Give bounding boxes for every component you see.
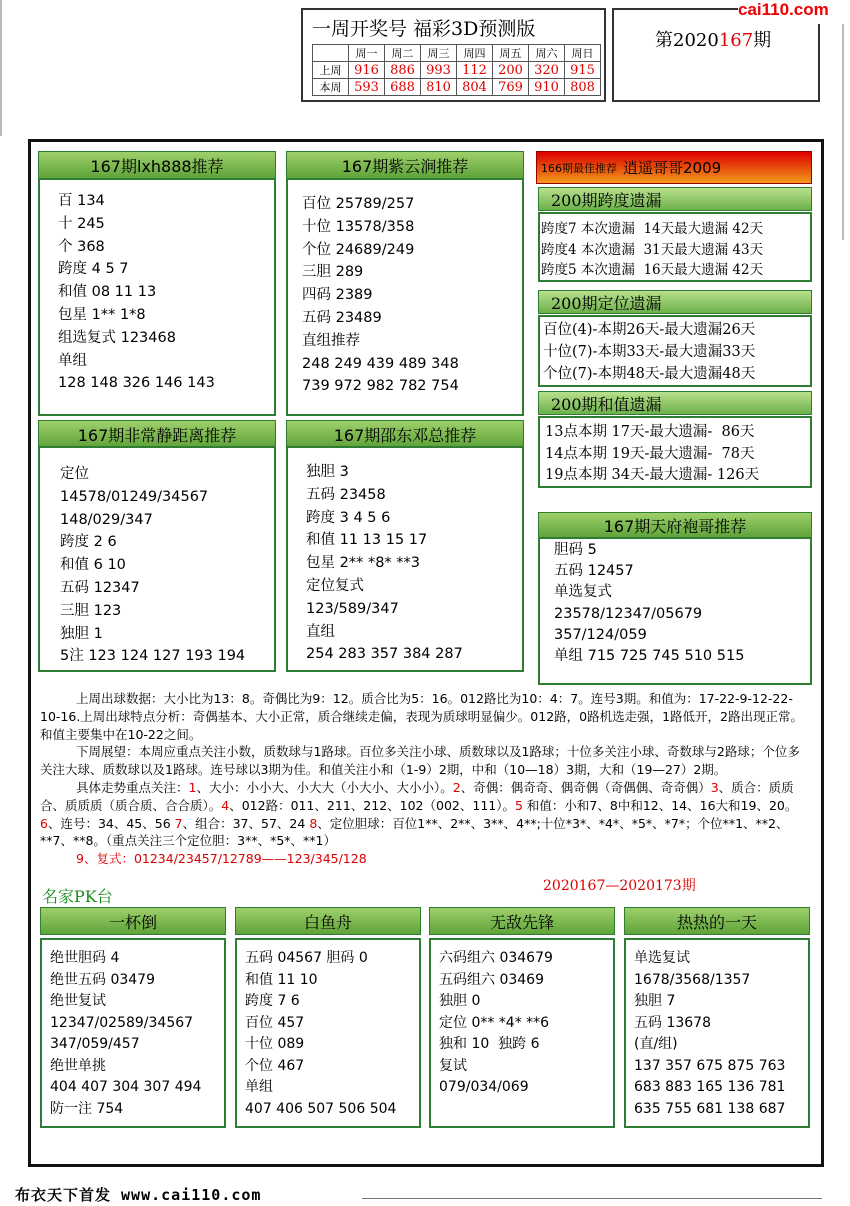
trend-item-text: 、012路：011、211、212、102（002、111）。 [229, 797, 515, 813]
text-line: 五码 23458 [306, 486, 386, 503]
analysis-text [40, 690, 810, 868]
draw-cell: 886 [385, 62, 421, 79]
panel-body [58, 190, 215, 395]
text-line: 独和 10 独跨 6 [439, 1036, 540, 1052]
text-line: 个位(7)-本期48天-最大遗漏48天 [543, 366, 756, 382]
pk-panel-yibeidao [40, 938, 226, 1128]
text-line: 百位(4)-本期26天-最大遗漏26天 [543, 322, 756, 338]
text-line: 定位 [60, 466, 89, 482]
text-line: 十位 089 [245, 1036, 305, 1052]
text-line: 739 972 982 782 754 [302, 378, 459, 395]
text-line: 和值 6 10 [60, 557, 126, 574]
day-cell: 周一 [349, 45, 385, 62]
text-line: 个位 467 [245, 1057, 305, 1074]
text-line: 定位 0** *4* **6 [439, 1014, 550, 1031]
text-line: 六码组六 034679 [439, 950, 553, 966]
footer-source: 布衣天下首发 www.cai110.com [15, 1186, 262, 1204]
text-line: 十位 13578/358 [302, 218, 415, 235]
text-line: 个位 24689/249 [302, 241, 415, 258]
text-line: 跨度5 本次遗漏 16天最大遗漏 42天 [541, 262, 764, 278]
text-line: 单组 [245, 1079, 273, 1095]
draw-cell: 804 [457, 79, 493, 96]
draw-cell: 910 [529, 79, 565, 96]
last-week-analysis: 上周出球数据：大小比为13：8。奇偶比为9：12。质合比为5：16。012路比为10：4：7。连号3期。和值为：17-22-9-12-22-10-16.上周出球特点分析：奇偶基本、大小正常，质合继续走偏，表现为质球明显偏少。012路，0路机选走强，1路低开，2路出现正常。和值主要集中在10-22之间。 [40, 691, 804, 742]
panel-title: 167期邵东邓总推荐 [286, 420, 524, 448]
last-week-row [313, 62, 601, 79]
draw-cell: 915 [565, 62, 601, 79]
text-line: 十位(7)-本期33天-最大遗漏33天 [543, 344, 756, 360]
text-line: 定位复式 [306, 577, 364, 594]
this-week-row [313, 79, 601, 96]
text-line: 和值 11 13 15 17 [306, 532, 428, 549]
panel-title: 167期lxh888推荐 [38, 151, 276, 179]
text-line: 五码 23489 [302, 309, 382, 326]
day-header-row [313, 45, 601, 62]
day-cell: 周五 [493, 45, 529, 62]
text-line: 14点本期 19天-最大遗漏- 78天 [545, 445, 755, 462]
panel-body [554, 540, 744, 667]
next-week-outlook: 下周展望：本周应重点关注小数，质数球与1路球。百位多关注小球、质数球以及1路球；十位多关注小球、奇数球与2路球；个位多关注大球、质数球以及1路球。连号球以3期为佳。和值关注小和（1-9）2期，中和（10—18）3期，大和（19—27）2期。 [40, 744, 800, 778]
trend-item-number: 1 [188, 779, 197, 795]
trend-item-text: 、组合：37、57、24 [182, 815, 310, 831]
pk-title: 白鱼舟 [235, 907, 421, 935]
text-line: 直组 [306, 623, 335, 640]
text-line: 19点本期 34天-最大遗漏- 126天 [545, 467, 760, 483]
text-line: 防一注 754 [50, 1100, 124, 1117]
panel-body [302, 193, 459, 398]
position-miss-title: 200期定位遗漏 [538, 290, 812, 314]
draw-cell: 993 [421, 62, 457, 79]
span-miss-title: 200期跨度遗漏 [538, 187, 812, 211]
draw-cell: 810 [421, 79, 457, 96]
text-line: 独胆 3 [306, 464, 349, 480]
text-line: 128 148 326 146 143 [58, 375, 215, 392]
row-label: 上周 [313, 62, 349, 79]
text-line: 独胆 1 [60, 625, 103, 642]
trend-item-number: 7 [174, 815, 183, 831]
text-line: 137 357 675 875 763 [634, 1057, 786, 1074]
text-line: 683 883 165 136 781 [634, 1079, 786, 1095]
date-range: 2020167—2020173期 [543, 878, 696, 894]
text-line: 和值 08 11 13 [58, 284, 157, 301]
draw-cell: 769 [493, 79, 529, 96]
text-line: 复试 [439, 1057, 467, 1074]
text-line: 单组 [58, 352, 87, 369]
trend-item-number: 6 [40, 815, 48, 831]
text-line: 单组 715 725 745 510 515 [554, 648, 745, 665]
span-miss-body [541, 219, 763, 281]
best-recommend-banner: 166期最佳推荐 逍遥哥哥2009 [536, 151, 812, 184]
text-line: 组选复式 123468 [58, 329, 176, 346]
draw-cell: 593 [349, 79, 385, 96]
text-line: 1678/3568/1357 [634, 971, 751, 988]
draw-cell: 808 [565, 79, 601, 96]
day-cell: 周二 [385, 45, 421, 62]
draw-cell: 688 [385, 79, 421, 96]
text-line: 绝世胆码 4 [50, 950, 120, 966]
trend-item-text: 、定位胆球：百位1**、2**、3**、4**;十位*3*、*4*、*5*、*7*；个位**1、**2、**7、**8。（重点关注三个定位胆：3**、*5*、**1） [40, 815, 789, 849]
text-line: 独胆 7 [634, 993, 676, 1009]
text-line: 和值 11 10 [245, 971, 318, 988]
text-line: 079/034/069 [439, 1079, 529, 1095]
weekly-draw-table [312, 44, 601, 96]
text-line: 四码 2389 [302, 287, 373, 304]
text-line: 148/029/347 [60, 511, 153, 528]
text-line: 独胆 0 [439, 993, 481, 1009]
text-line: 跨度 7 6 [245, 993, 300, 1009]
draw-cell: 916 [349, 62, 385, 79]
trend-item-number: 4 [221, 797, 230, 813]
text-line: 404 407 304 307 494 [50, 1079, 202, 1095]
trend-item-text: 、质合：质质合、质质质（质合质、合合质）。 [40, 779, 794, 813]
pk-title: 一杯倒 [40, 907, 226, 935]
trend-item-text: 、连号：34、45、56 [47, 815, 175, 831]
text-line: 跨度 2 6 [60, 534, 117, 551]
text-line: 跨度 4 5 7 [58, 261, 129, 278]
text-line: 直组推荐 [302, 332, 360, 349]
day-cell: 周四 [457, 45, 493, 62]
trend-item-number: 8 [309, 815, 318, 831]
row-label: 本周 [313, 79, 349, 96]
compound-pick: 9、复式：01234/23457/12789——123/345/128 [76, 851, 367, 867]
text-line: 248 249 439 489 348 [302, 355, 459, 372]
text-line: 123/589/347 [306, 600, 399, 617]
text-line: 五码组六 03469 [439, 971, 544, 988]
text-line: 12347/02589/34567 [50, 1014, 194, 1031]
panel-body [306, 461, 463, 666]
panel-title: 167期紫云涧推荐 [286, 151, 524, 179]
text-line: 绝世复试 [50, 993, 106, 1009]
text-line: 23578/12347/05679 [554, 605, 703, 622]
text-line: 357/124/059 [554, 626, 647, 643]
sum-miss-title: 200期和值遗漏 [538, 391, 812, 415]
day-cell: 周三 [421, 45, 457, 62]
draw-cell: 200 [493, 62, 529, 79]
panel-title: 167期天府袍哥推荐 [538, 512, 812, 538]
trend-item-text: 、奇偶：偶奇奇、偶奇偶（奇偶偶、奇奇偶） [460, 779, 711, 795]
right-edge-line [842, 0, 844, 240]
trend-item-number: 2 [452, 779, 461, 795]
pk-section-label: 名家PK台 [42, 887, 113, 906]
text-line: 五码 12347 [60, 579, 140, 596]
text-line: (直/组) [634, 1036, 678, 1052]
text-line: 三胆 289 [302, 264, 364, 281]
text-line: 254 283 357 384 287 [306, 646, 463, 663]
left-edge-line [0, 0, 2, 136]
trend-item-number: 5 [514, 797, 523, 813]
text-line: 百 134 [58, 193, 105, 209]
text-line: 十 245 [58, 215, 105, 232]
pk-title: 热热的一天 [624, 907, 810, 935]
position-miss-body [543, 319, 755, 385]
trend-item-text: 、大小：小小大、小大大（小大小、大小小）。 [196, 779, 453, 795]
text-line: 三胆 123 [60, 602, 122, 619]
text-line: 五码 13678 [634, 1014, 711, 1031]
pk-title: 无敌先锋 [429, 907, 615, 935]
draw-cell: 320 [529, 62, 565, 79]
panel-body [60, 463, 245, 668]
day-cell: 周六 [529, 45, 565, 62]
draw-cell: 112 [457, 62, 493, 79]
site-logo[interactable]: cai110.com [738, 0, 850, 24]
text-line: 5注 123 124 127 193 194 [60, 648, 246, 665]
text-line: 五码 04567 胆码 0 [245, 950, 368, 966]
trend-item-number: 3 [710, 779, 719, 795]
weekly-draw-title: 一周开奖号 福彩3D预测版 [312, 18, 536, 40]
text-line: 跨度7 本次遗漏 14天最大遗漏 42天 [541, 221, 764, 237]
text-line: 单选复式 [554, 584, 612, 601]
text-line: 跨度 3 4 5 6 [306, 509, 391, 526]
day-cell: 周日 [565, 45, 601, 62]
text-line: 347/059/457 [50, 1036, 140, 1052]
trend-item-text: 和值：小和7、8中和12、14、16大和19、20。 [522, 797, 798, 813]
footer-line [362, 1198, 822, 1199]
text-line: 14578/01249/34567 [60, 488, 209, 505]
pk-panel-wudixianfeng [429, 938, 615, 1128]
text-line: 个 368 [58, 238, 105, 255]
text-line: 绝世五码 03479 [50, 971, 155, 988]
pk-panel-baiyuzhou [235, 938, 421, 1128]
pk-panel-reredeyitian [624, 938, 810, 1128]
issue-number: 第2020167期 [655, 30, 772, 51]
text-line: 百位 457 [245, 1014, 305, 1031]
text-line: 绝世单挑 [50, 1057, 106, 1074]
text-line: 13点本期 17天-最大遗漏- 86天 [545, 424, 755, 440]
text-line: 跨度4 本次遗漏 31天最大遗漏 43天 [541, 241, 764, 258]
text-line: 包星 1** 1*8 [58, 306, 146, 323]
panel-title: 167期非常静距离推荐 [38, 420, 276, 448]
text-line: 包星 2** *8* **3 [306, 555, 421, 572]
text-line: 百位 25789/257 [302, 196, 415, 212]
text-line: 胆码 5 [554, 542, 597, 558]
text-line: 635 755 681 138 687 [634, 1100, 786, 1117]
text-line: 单选复试 [634, 950, 690, 966]
sum-miss-body [545, 422, 759, 487]
text-line: 五码 12457 [554, 563, 634, 580]
text-line: 407 406 507 506 504 [245, 1100, 397, 1117]
trend-focus: 具体走势重点关注：1、大小：小小大、小大大（小大小、大小小）。2、奇偶：偶奇奇、偶奇偶（奇偶偶、奇奇偶）3、质合：质质合、质质质（质合质、合合质）。4、012路：011、211、212、102（002、111）。5 和值：小和7、8中和12、14、16大和19、20。6、连号：34、45、56 7、组合：37、57、24 8、定位胆球：百位1**、2**、3**、4**;十位*3*、*4*、*5*、*7*；个位**1、**2、**7、**8。（重点关注三个定位胆：3**、*5*、**1） [40, 779, 798, 849]
